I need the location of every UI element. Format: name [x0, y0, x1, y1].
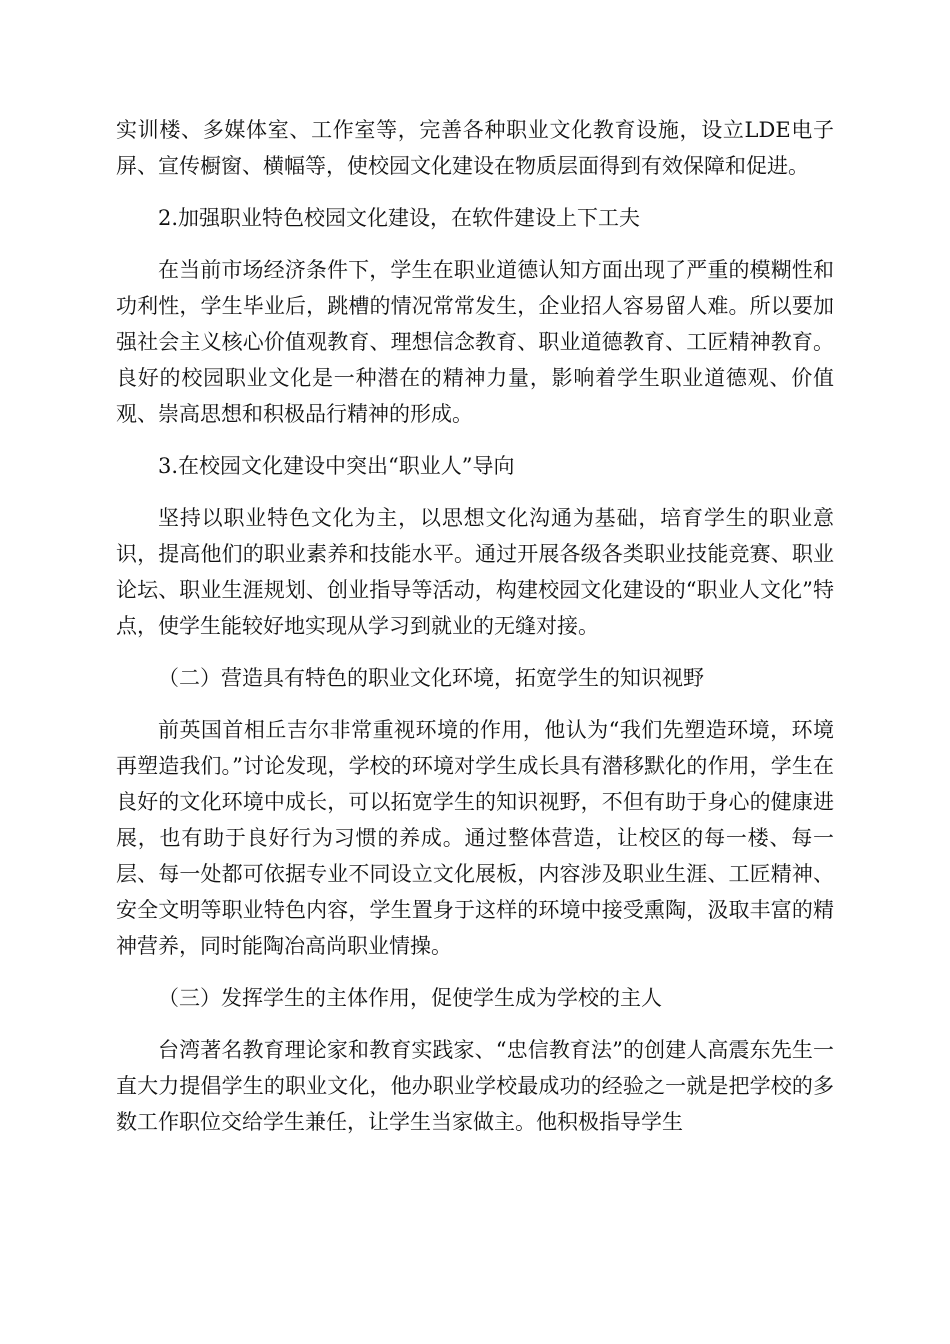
section-heading: 3.在校园文化建设中突出“职业人”导向 [158, 454, 515, 478]
section-heading: （三）发挥学生的主体作用，促使学生成为学校的主人 [158, 986, 662, 1010]
paragraph-continued: 实训楼、多媒体室、工作室等，完善各种职业文化教育设施，设立LDE电子屏、宣传橱窗、横幅等，使校园文化建设在物质层面得到有效保障和促进。 [116, 118, 834, 178]
document-page [116, 112, 834, 1156]
paragraph: 坚持以职业特色文化为主，以思想文化沟通为基础，培育学生的职业意识，提高他们的职业素养和技能水平。通过开展各级各类职业技能竞赛、职业论坛、职业生涯规划、创业指导等活动，构建校园文化建设的“职业人文化”特点，使学生能较好地实现从学习到就业的无缝对接。 [116, 506, 834, 638]
section-heading: （二）营造具有特色的职业文化环境，拓宽学生的知识视野 [158, 666, 704, 690]
section-heading: 2.加强职业特色校园文化建设，在软件建设上下工夫 [158, 206, 641, 230]
paragraph: 在当前市场经济条件下，学生在职业道德认知方面出现了严重的模糊性和功利性，学生毕业后，跳槽的情况常常发生，企业招人容易留人难。所以要加强社会主义核心价值观教育、理想信念教育、职业道德教育、工匠精神教育。良好的校园职业文化是一种潜在的精神力量，影响着学生职业道德观、价值观、崇高思想和积极品行精神的形成。 [116, 258, 834, 426]
paragraph: 台湾著名教育理论家和教育实践家、“忠信教育法”的创建人高震东先生一直大力提倡学生的职业文化，他办职业学校最成功的经验之一就是把学校的多数工作职位交给学生兼任，让学生当家做主。他积极指导学生 [116, 1038, 834, 1134]
paragraph: 前英国首相丘吉尔非常重视环境的作用，他认为“我们先塑造环境，环境再塑造我们。”讨论发现，学校的环境对学生成长具有潜移默化的作用，学生在良好的文化环境中成长，可以拓宽学生的知识视野，不但有助于身心的健康进展，也有助于良好行为习惯的养成。通过整体营造，让校区的每一楼、每一层、每一处都可依据专业不同设立文化展板，内容涉及职业生涯、工匠精神、安全文明等职业特色内容，学生置身于这样的环境中接受熏陶，汲取丰富的精神营养，同时能陶冶高尚职业情操。 [116, 718, 834, 958]
